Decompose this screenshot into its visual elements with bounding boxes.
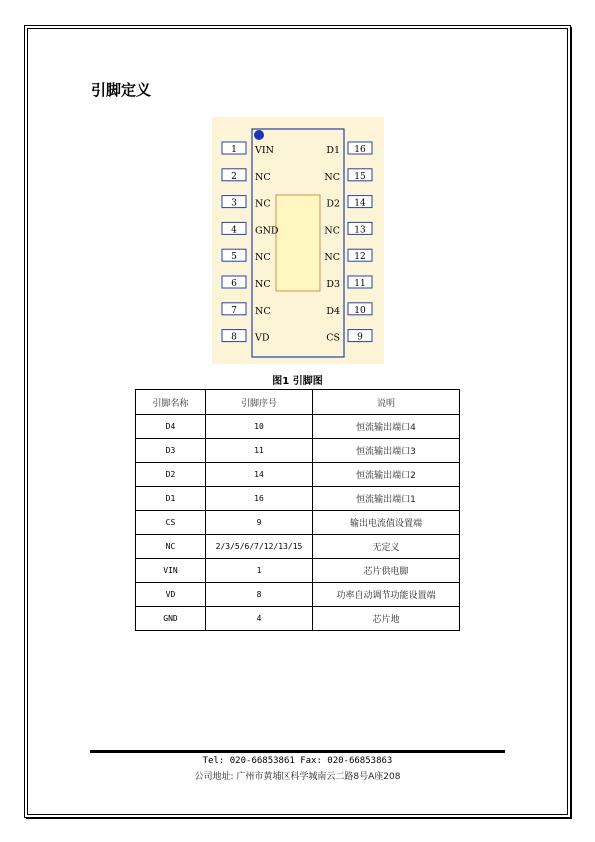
page-shadow-bottom [26,817,572,819]
cell-pin-name: CS [136,511,206,535]
pin-number-left: 3 [231,198,237,209]
cell-pin-number: 11 [206,439,313,463]
column-header-pin-number: 引脚序号 [206,390,313,415]
cell-description: 恒流输出端口3 [313,439,460,463]
cell-description: 芯片地 [313,607,460,631]
cell-pin-number: 2/3/5/6/7/12/13/15 [206,535,313,559]
footer-address: 公司地址: 广州市黄埔区科学城南云二路8号A座208 [194,772,401,782]
cell-description: 恒流输出端口1 [313,487,460,511]
cell-pin-number: 16 [206,487,313,511]
cell-pin-name: D2 [136,463,206,487]
table-header-row [136,390,460,415]
cell-description: 输出电流值设置端 [313,511,460,535]
pin-label-right: CS [326,332,340,344]
cell-pin-name: NC [136,535,206,559]
section-heading: 引脚定义 [91,81,152,99]
pin-label-left: VD [255,332,270,344]
pin-number-left: 5 [231,252,237,263]
cell-description: 芯片供电脚 [313,559,460,583]
footer-contact: Tel: 020-66853861 Fax: 020-66853863 [202,756,393,766]
pin-number-right: 14 [354,198,366,209]
pin-number-left: 6 [231,279,237,289]
column-header-description: 说明 [313,390,460,415]
pin-number-left: 8 [231,332,237,343]
pin-number-left: 7 [231,305,237,316]
cell-pin-name: GND [136,607,206,631]
table-row [136,583,460,607]
pin-label-left: NC [255,305,271,317]
column-header-pin-name: 引脚名称 [136,390,206,415]
cell-pin-number: 1 [206,559,313,583]
table-row [136,559,460,583]
table-row [136,439,460,463]
cell-pin-name: D4 [136,415,206,439]
pin-number-right: 9 [357,332,363,343]
pin-diagram [212,117,384,364]
thermal-pad [276,195,320,291]
pin-number-left: 4 [231,225,237,236]
pin-number-right: 12 [354,252,366,263]
table-row [136,607,460,631]
pin-label-right: NC [324,225,340,237]
cell-pin-number: 9 [206,511,313,535]
pin-number-right: 16 [354,145,366,155]
cell-description: 恒流输出端口2 [313,463,460,487]
table-row [136,415,460,439]
pin-number-left: 2 [231,171,237,182]
pin-label-right: D4 [326,305,340,317]
pin-number-right: 10 [354,305,366,316]
pin-table [135,389,460,631]
pin-label-left: NC [255,171,271,183]
pin-label-left: GND [255,225,279,237]
pin-label-right: D2 [326,198,340,210]
page-shadow-right [570,27,572,819]
pin-number-right: 13 [354,225,366,236]
cell-pin-name: VIN [136,559,206,583]
table-row [136,535,460,559]
pin-number-right: 11 [354,279,366,289]
cell-description: 无定义 [313,535,460,559]
figure-caption: 图1 引脚图 [272,376,323,387]
table-row [136,463,460,487]
cell-pin-number: 8 [206,583,313,607]
pin-label-right: NC [324,171,340,183]
pin-label-right: NC [324,252,340,264]
pin-number-left: 1 [231,145,237,155]
pin-label-right: D3 [326,279,340,290]
cell-description: 功率自动调节功能设置端 [313,583,460,607]
cell-pin-name: VD [136,583,206,607]
pin1-marker-dot [254,130,264,140]
pin-label-left: VIN [255,145,274,156]
cell-pin-number: 14 [206,463,313,487]
pin-label-left: NC [255,252,271,264]
cell-pin-name: D1 [136,487,206,511]
pin-label-left: NC [255,198,271,210]
pin-number-right: 15 [354,171,366,182]
cell-description: 恒流输出端口4 [313,415,460,439]
cell-pin-name: D3 [136,439,206,463]
table-row [136,487,460,511]
table-row [136,511,460,535]
cell-pin-number: 10 [206,415,313,439]
pin-label-left: NC [255,279,271,290]
pin-label-right: D1 [326,145,340,156]
footer-rule [90,750,505,753]
cell-pin-number: 4 [206,607,313,631]
